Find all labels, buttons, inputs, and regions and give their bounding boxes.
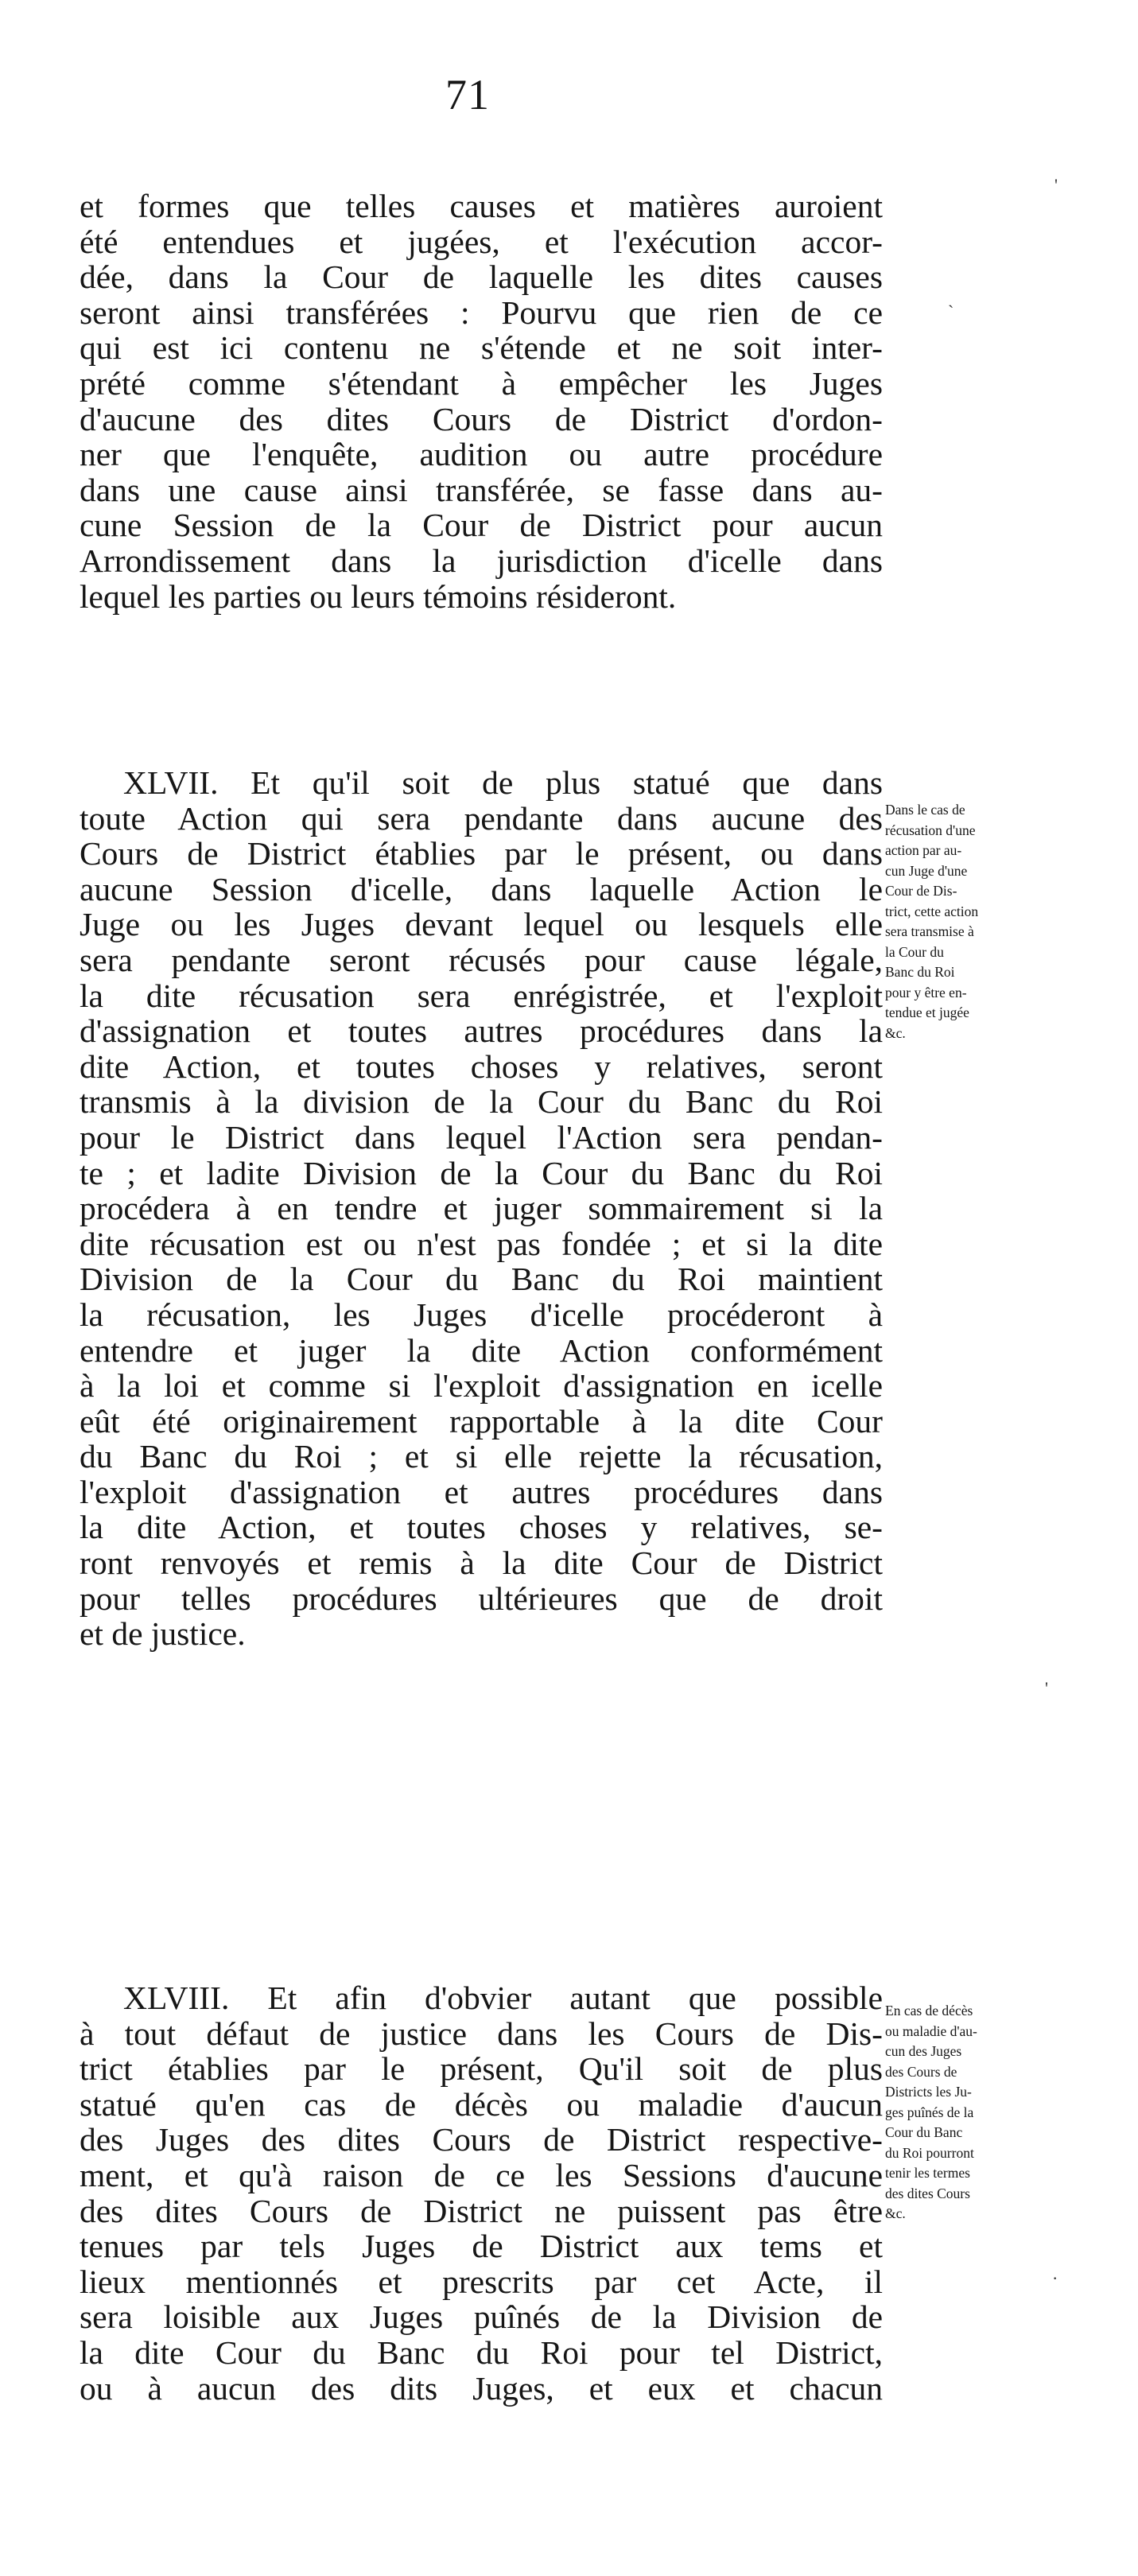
text-line: Division de la Cour du Banc du Roi maintient — [80, 1261, 883, 1298]
section-47-body — [80, 765, 883, 1652]
note-line: En cas de décès — [885, 2003, 973, 2018]
text-line: cune Session de la Cour de District pour aucun — [80, 507, 883, 544]
section-48-heading-line: XLVIII. Et afin d'obvier autant que possible — [123, 1980, 883, 2016]
text-line: te ; et ladite Division de la Cour du Banc du Roi — [80, 1154, 883, 1191]
text-line: sera pendante seront récusés pour cause légale, — [80, 941, 883, 978]
text-line: du Banc du Roi ; et si elle rejette la récusation, — [80, 1438, 883, 1475]
text-line: la récusation, les Juges d'icelle procéderont à — [80, 1296, 883, 1333]
text-line: seront ainsi transférées : Pourvu que rien de ce — [80, 293, 883, 331]
text-line: été entendues et jugées, et l'exécution accor- — [80, 223, 883, 260]
note-line: tendue et jugée — [885, 1004, 969, 1020]
page-number: 71 — [445, 71, 490, 119]
text-line: trict établies par le présent, Qu'il soit de plus — [80, 2050, 883, 2088]
note-line: la Cour du — [885, 943, 944, 960]
text-line: dée, dans la Cour de laquelle les dites causes — [80, 258, 883, 296]
text-line: lieux mentionnés et prescrits par cet Acte, il — [80, 2263, 883, 2300]
note-line: &c. — [885, 1024, 906, 1041]
text-line: lequel les parties ou leurs témoins résideront. — [80, 577, 677, 615]
text-line: ront renvoyés et remis à la dite Cour de District — [80, 1544, 883, 1582]
note-line: action par au- — [885, 842, 962, 858]
paragraph-continuation — [80, 188, 883, 614]
text-line: des Juges des dites Cours de District respective- — [80, 2121, 883, 2158]
note-line: cun des Juges — [885, 2043, 962, 2059]
print-speck: ' — [1054, 175, 1058, 195]
note-line: Districts les Ju- — [885, 2084, 972, 2100]
text-line: d'aucune des dites Cours de District d'ordon- — [80, 400, 883, 437]
note-line: du Roi pourront — [885, 2144, 974, 2161]
text-line: et formes que telles causes et matières auroient — [80, 188, 883, 224]
text-line: tenues par tels Juges de District aux tems et — [80, 2228, 883, 2265]
text-line: prété comme s'étendant à empêcher les Juges — [80, 364, 883, 402]
note-line: cun Juge d'une — [885, 862, 968, 879]
note-line: &c. — [885, 2205, 906, 2221]
text-line: Cours de District établies par le présent, ou dans — [80, 835, 883, 872]
text-line: statué qu'en cas de décès ou maladie d'aucun — [80, 2085, 883, 2123]
text-line: des dites Cours de District ne puissent pas être — [80, 2192, 883, 2229]
note-line: des Cours de — [885, 2063, 957, 2080]
note-line: tenir les termes — [885, 2165, 970, 2181]
note-line: des dites Cours — [885, 2185, 970, 2201]
section-47-heading-line: XLVII. Et qu'il soit de plus statué que dans — [123, 764, 883, 801]
note-line: ou maladie d'au- — [885, 2022, 977, 2039]
text-line: d'assignation et toutes autres procédures dans la — [80, 1012, 883, 1050]
text-line: toute Action qui sera pendante dans aucune des — [80, 799, 883, 837]
text-line: qui est ici contenu ne s'étende et ne soit inter- — [80, 329, 883, 367]
section-47-marginal-note — [885, 800, 1076, 1043]
text-line: dans une cause ainsi transférée, se fasse dans au- — [80, 471, 883, 508]
text-line: sera loisible aux Juges puînés de la Division de — [80, 2298, 883, 2336]
note-line: Banc du Roi — [885, 964, 955, 980]
text-line: l'exploit d'assignation et autres procédures dans — [80, 1473, 883, 1510]
text-line: la dite récusation sera enrégistrée, et l'exploit — [80, 977, 883, 1014]
text-line: procédera à en tendre et juger sommairement si la — [80, 1190, 883, 1227]
text-line: entendre et juger la dite Action conformément — [80, 1331, 883, 1369]
text-line: transmis à la division de la Cour du Banc du Roi — [80, 1083, 883, 1121]
note-line: ges puînés de la — [885, 2104, 974, 2120]
text-line: ou à aucun des dits Juges, et eux et chacun — [80, 2369, 883, 2407]
print-speck: ' — [1045, 1678, 1048, 1698]
print-speck: ˎ — [948, 288, 954, 308]
note-line: récusation d'une — [885, 822, 976, 838]
note-line: sera transmise à — [885, 923, 974, 939]
text-line: à tout défaut de justice dans les Cours de Dis- — [80, 2015, 883, 2052]
note-line: Cour du Banc — [885, 2124, 963, 2140]
note-line: Dans le cas de — [885, 802, 965, 818]
note-line: trict, cette action — [885, 903, 979, 919]
text-line: la dite Action, et toutes choses y relatives, se- — [80, 1509, 883, 1546]
text-line: Juge ou les Juges devant lequel ou lesquels elle — [80, 906, 883, 943]
section-48-marginal-note — [885, 2001, 1076, 2224]
text-line: ment, et qu'à raison de ce les Sessions d'aucune — [80, 2156, 883, 2193]
text-line: eût été originairement rapportable à la dite Cour — [80, 1402, 883, 1440]
text-line: dite Action, et toutes choses y relatives, seront — [80, 1047, 883, 1085]
note-line: pour y être en- — [885, 984, 967, 1000]
section-48-body — [80, 1980, 883, 2406]
print-speck: · — [1052, 2268, 1058, 2288]
text-line: pour telles procédures ultérieures que de droit — [80, 1579, 883, 1617]
text-line: et de justice. — [80, 1615, 246, 1653]
text-line: aucune Session d'icelle, dans laquelle Action le — [80, 870, 883, 907]
text-line: Arrondissement dans la jurisdiction d'icelle dans — [80, 542, 883, 579]
text-line: dite récusation est ou n'est pas fondée ; et si la dite — [80, 1225, 883, 1262]
text-line: la dite Cour du Banc du Roi pour tel District, — [80, 2333, 883, 2371]
note-line: Cour de Dis- — [885, 883, 957, 899]
text-line: pour le District dans lequel l'Action sera pendan- — [80, 1118, 883, 1156]
text-line: ner que l'enquête, audition ou autre procédure — [80, 436, 883, 473]
text-line: à la loi et comme si l'exploit d'assignation en icelle — [80, 1367, 883, 1405]
